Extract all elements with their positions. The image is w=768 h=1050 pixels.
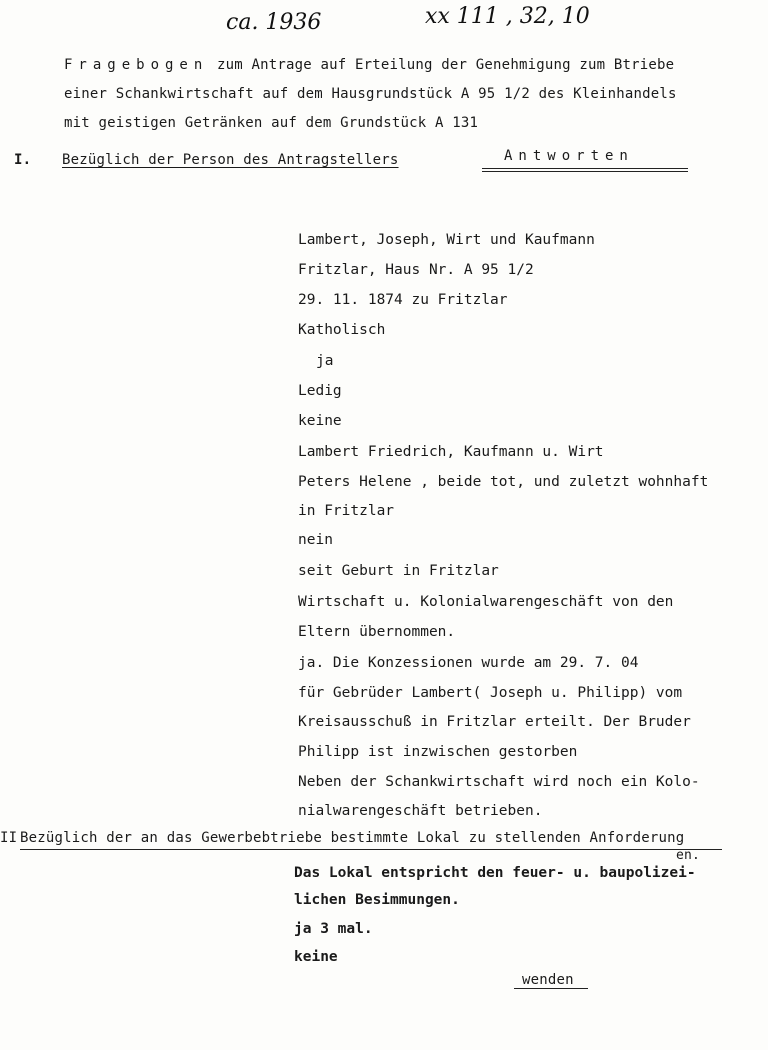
answer-1-5: ja: [316, 353, 334, 369]
answer-1-15: ja. Die Konzessionen wurde am 29. 7. 04: [298, 655, 639, 671]
footer-wenden-underline: [514, 988, 588, 989]
answer-2-3: ja 3 mal.: [294, 921, 373, 937]
title-line-1: [64, 56, 674, 74]
answer-2-1: Das Lokal entspricht den feuer- u. baupolizei-: [294, 865, 696, 881]
answer-1-10: in Fritzlar: [298, 503, 395, 519]
section-2-heading-underline: [20, 849, 722, 850]
section-2-heading: Bezüglich der an das Gewerbebtriebe bestimmte Lokal zu stellenden Anforderung: [20, 830, 685, 846]
answer-1-6: Ledig: [298, 383, 342, 399]
section-2-heading-suffix: en.: [676, 848, 701, 863]
answer-1-1: Lambert, Joseph, Wirt und Kaufmann: [298, 232, 595, 248]
answer-2-4: keine: [294, 949, 338, 965]
answer-1-18: Philipp ist inzwischen gestorben: [298, 744, 578, 760]
handwritten-reference-right: xx 111 , 32, 10: [425, 4, 590, 29]
answer-1-16: für Gebrüder Lambert( Joseph u. Philipp) vom: [298, 685, 683, 701]
title-line-2: einer Schankwirtschaft auf dem Hausgrundstück A 95 1/2 des Kleinhandels: [64, 86, 677, 102]
answer-1-12: seit Geburt in Fritzlar: [298, 563, 499, 579]
section-1-heading: Bezüglich der Person des Antragstellers: [62, 152, 399, 168]
answers-header: Antworten: [504, 148, 634, 164]
answer-1-17: Kreisausschuß in Fritzlar erteilt. Der Bruder: [298, 714, 691, 730]
footer-wenden: wenden: [522, 972, 574, 988]
title-fragebogen: Fragebogen: [64, 57, 209, 73]
answer-2-2: lichen Besimmungen.: [294, 892, 460, 908]
answer-1-8: Lambert Friedrich, Kaufmann u. Wirt: [298, 444, 604, 460]
handwritten-reference-left: ca. 1936: [226, 10, 322, 35]
title-line-1-rest: zum Antrage auf Erteilung der Genehmigung zum Btriebe: [216, 57, 675, 73]
answer-1-19: Neben der Schankwirtschaft wird noch ein Kolo-: [298, 774, 700, 790]
answer-1-2: Fritzlar, Haus Nr. A 95 1/2: [298, 262, 534, 278]
title-line-3: mit geistigen Getränken auf dem Grundstück A 131: [64, 115, 479, 131]
answer-1-4: Katholisch: [298, 322, 386, 338]
answer-1-20: nialwarengeschäft betrieben.: [298, 803, 543, 819]
answer-1-7: keine: [298, 413, 342, 429]
answers-header-double-underline: [482, 168, 688, 172]
answer-1-13: Wirtschaft u. Kolonialwarengeschäft von den: [298, 594, 674, 610]
answer-1-9: Peters Helene , beide tot, und zuletzt wohnhaft: [298, 474, 709, 490]
section-2-number: II: [0, 830, 18, 846]
section-1-number: I.: [14, 152, 32, 168]
answer-1-14: Eltern übernommen.: [298, 624, 456, 640]
answer-1-11: nein: [298, 532, 333, 548]
answer-1-3: 29. 11. 1874 zu Fritzlar: [298, 292, 508, 308]
